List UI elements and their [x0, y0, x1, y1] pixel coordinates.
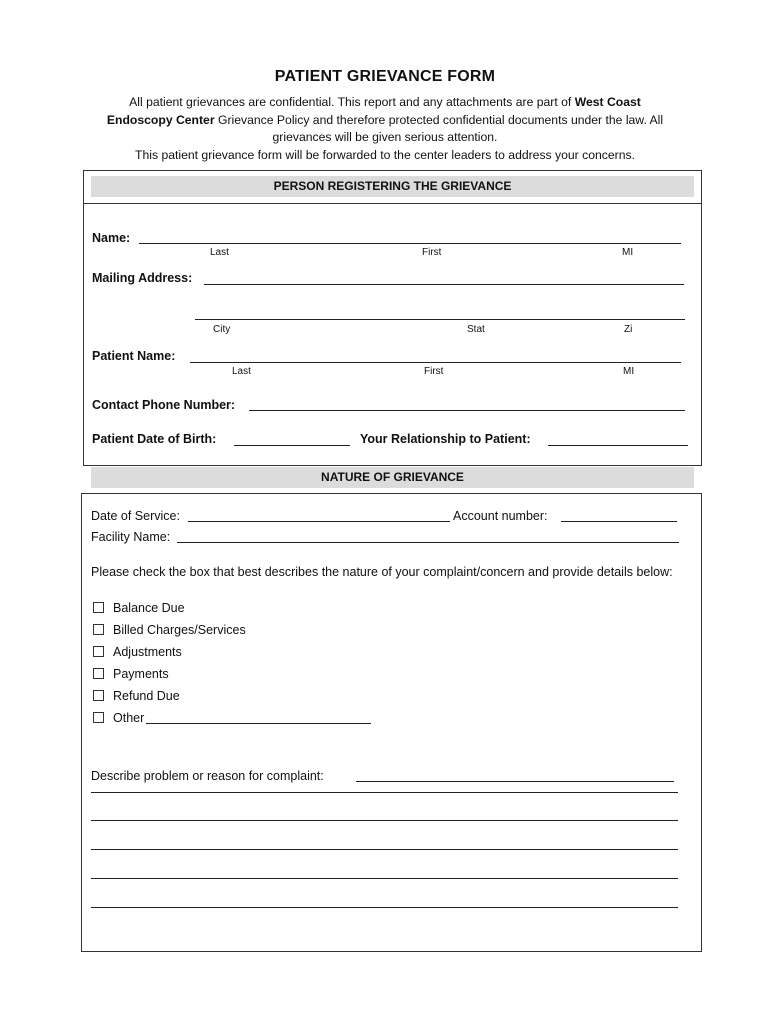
describe-problem-field[interactable] [356, 781, 674, 782]
intro-center-name: West Coast Endoscopy Center [106, 95, 641, 127]
instruction-text: Please check the box that best describes the nature of your complaint/concern and provide details below: [91, 565, 673, 579]
other-checkbox[interactable] [93, 712, 104, 723]
payments-checkbox[interactable] [93, 668, 104, 679]
describe-line-5[interactable] [91, 907, 678, 908]
date-of-service-field[interactable] [188, 521, 450, 522]
name-sub-first: First [422, 247, 442, 258]
account-number-label: Account number: [453, 509, 548, 523]
relationship-field[interactable] [548, 445, 688, 446]
payments-label: Payments [113, 667, 169, 681]
intro-text [100, 94, 670, 164]
patient-dob-label: Patient Date of Birth: [92, 432, 217, 446]
facility-name-field[interactable] [177, 542, 679, 543]
account-number-field[interactable] [561, 521, 677, 522]
section1-divider [83, 203, 702, 204]
name-label: Name: [92, 231, 131, 245]
balance-due-label: Balance Due [113, 601, 185, 615]
describe-line-1[interactable] [91, 792, 678, 793]
facility-name-label: Facility Name: [91, 530, 171, 544]
intro-p1-b: Grievance Policy and therefore protected confidential documents under the law. All grievances will be given serious attention. [214, 112, 664, 144]
adjustments-label: Adjustments [113, 645, 182, 659]
name-field[interactable] [139, 243, 681, 244]
describe-line-2[interactable] [91, 820, 678, 821]
mailing-address-field[interactable] [204, 284, 684, 285]
balance-due-checkbox[interactable] [93, 602, 104, 613]
form-title: PATIENT GRIEVANCE FORM [274, 68, 496, 85]
contact-phone-field[interactable] [249, 410, 685, 411]
section2-heading: NATURE OF GRIEVANCE [91, 467, 694, 488]
intro-p2: This patient grievance form will be forwarded to the center leaders to address your concerns. [135, 147, 635, 162]
relationship-label: Your Relationship to Patient: [360, 432, 531, 446]
contact-phone-label: Contact Phone Number: [92, 398, 236, 412]
describe-problem-label: Describe problem or reason for complaint: [91, 769, 324, 783]
patient-name-field[interactable] [190, 362, 681, 363]
name-sub-last: Last [210, 247, 229, 258]
billed-charges-checkbox[interactable] [93, 624, 104, 635]
describe-line-3[interactable] [91, 849, 678, 850]
name-sub-mi: MI [622, 247, 634, 258]
other-specify-field[interactable] [146, 723, 371, 724]
patient-name-label: Patient Name: [92, 349, 176, 363]
intro-p1-a: All patient grievances are confidential. This report and any attachments are part of [129, 95, 575, 109]
refund-due-checkbox[interactable] [93, 690, 104, 701]
mailing-address-line2-field[interactable] [195, 319, 685, 320]
patient-name-sub-last: Last [232, 366, 251, 377]
patient-name-sub-first: First [424, 366, 444, 377]
mailing-address-label: Mailing Address: [92, 271, 193, 285]
refund-due-label: Refund Due [113, 689, 180, 703]
patient-dob-field[interactable] [234, 445, 350, 446]
billed-charges-label: Billed Charges/Services [113, 623, 246, 637]
person-registering-section [83, 170, 702, 466]
adjustments-checkbox[interactable] [93, 646, 104, 657]
describe-line-4[interactable] [91, 878, 678, 879]
address-sub-zip: Zi [624, 324, 633, 335]
address-sub-city: City [213, 324, 231, 335]
address-sub-state: Stat [467, 324, 485, 335]
patient-name-sub-mi: MI [623, 366, 635, 377]
section1-heading: PERSON REGISTERING THE GRIEVANCE [91, 176, 694, 197]
other-label: Other [113, 711, 145, 725]
date-of-service-label: Date of Service: [91, 509, 180, 523]
